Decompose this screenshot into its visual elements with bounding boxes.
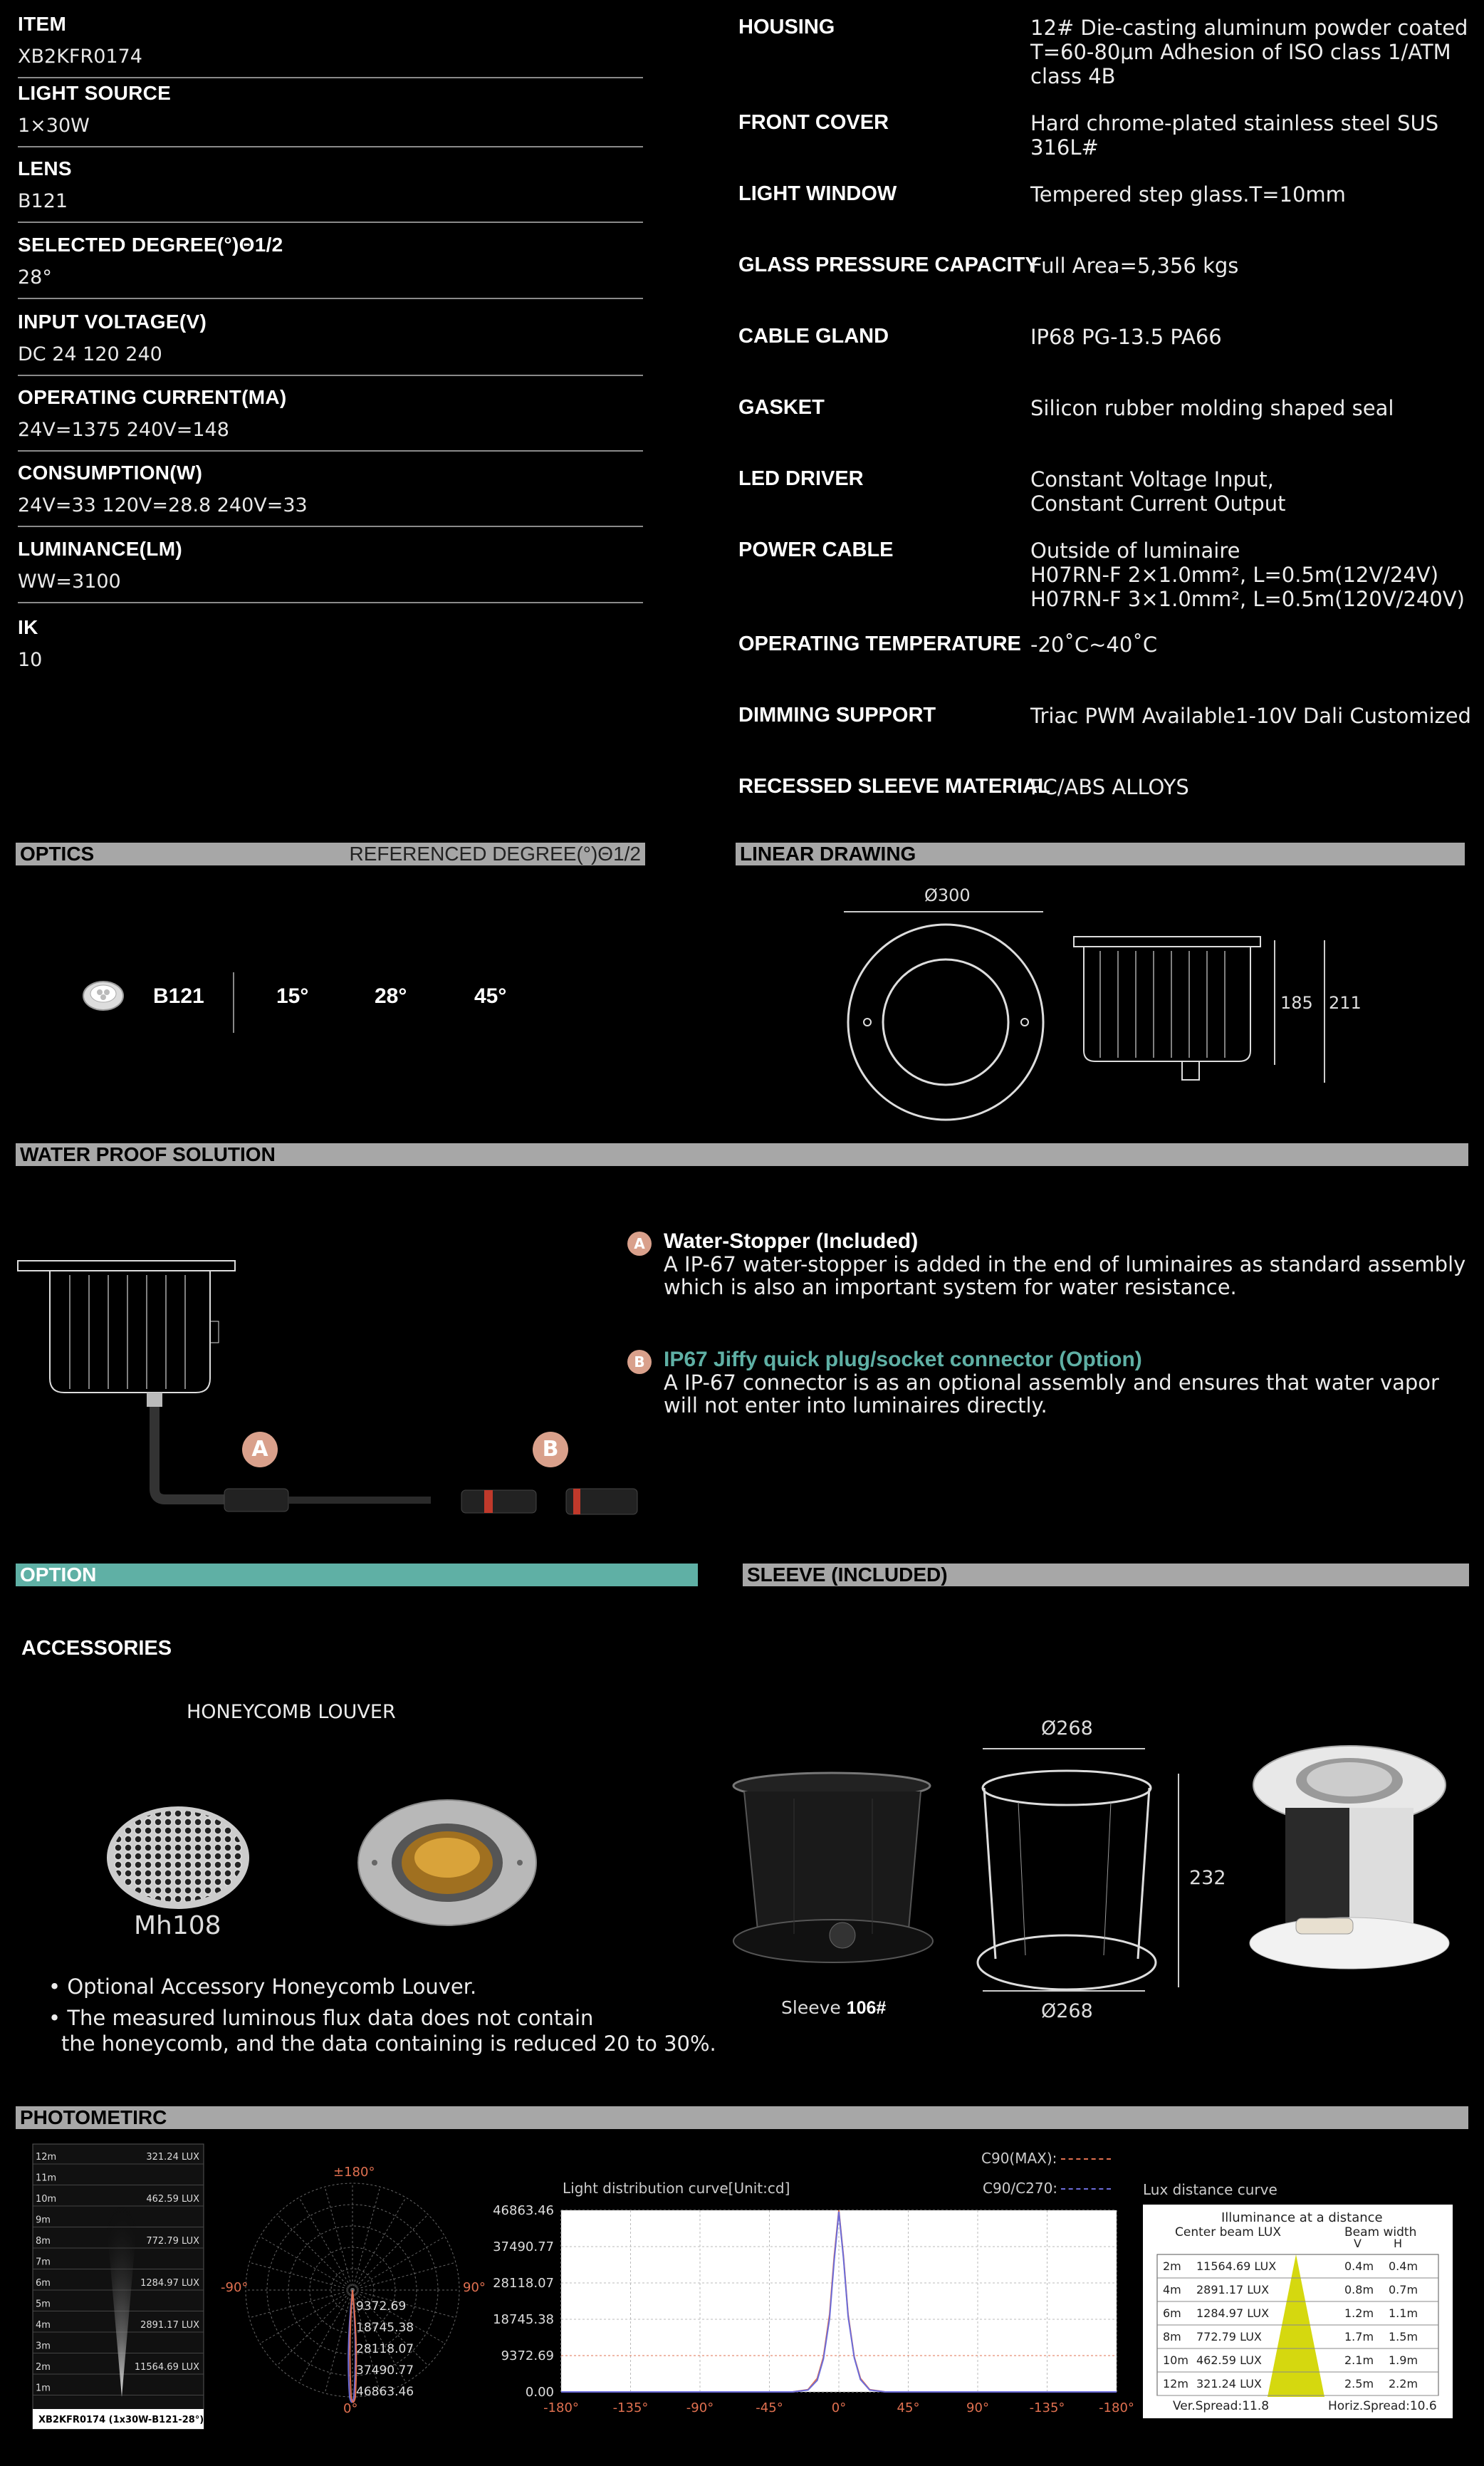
chart-x-tick-label: -135° [612,2400,649,2415]
spec-label: ITEM [18,13,67,35]
lux-table-cell: 1.5m [1389,2330,1418,2343]
spec-row-right [738,633,1484,704]
option-note-2b: the honeycomb, and the data containing is reduced 20 to 30%. [61,2031,716,2056]
lux-value-label: 772.79 LUX [146,2236,199,2247]
lux-v-header: V [1354,2237,1362,2250]
spec-label: SELECTED DEGREE(°)Θ1/2 [18,234,283,256]
option-note-1: • Optional Accessory Honeycomb Louver. [48,1975,477,1999]
spec-label: GASKET [738,396,825,419]
linear-dia-label: Ø300 [924,885,971,905]
lux-table-cell: 6m [1163,2306,1181,2320]
spec-value: DC 24 120 240 [18,343,162,365]
polar-spoke [352,2262,456,2290]
sleeve-title: SLEEVE (INCLUDED) [747,1564,948,1586]
lux-distance-table [1143,2205,1453,2418]
spec-value: IP68 PG-13.5 PA66 [1030,325,1222,349]
badge-b-diagram: B [533,1432,568,1467]
chart-x-tick-label: -180° [543,2400,579,2415]
lux-header: Illuminance at a distance [1221,2210,1383,2225]
chart-x-tick-label: -135° [1029,2400,1065,2415]
spec-label: POWER CABLE [738,539,894,561]
spec-row-left [18,157,643,223]
lux-meter-label: 10m [36,2194,57,2205]
polar-spoke [299,2290,352,2383]
honeycomb-louver-label: HONEYCOMB LOUVER [187,1701,396,1723]
spec-value: PC/ABS ALLOYS [1030,775,1189,799]
sleeve-label-text: Sleeve [781,1997,847,2018]
spec-row-right [738,182,1484,254]
spec-label: LIGHT SOURCE [18,82,172,104]
spec-row-right [738,16,1484,87]
chart-x-tick-label: 45° [897,2400,920,2415]
lux-table-cell: 772.79 LUX [1196,2330,1262,2343]
water-stopper-text-1: A IP-67 water-stopper is added in the end of luminaires as standard assembly [664,1252,1466,1276]
photometric-footer: XB2KFR0174 (1x30W-B121-28°) [38,2415,204,2425]
spec-value: Constant Voltage Input, Constant Current Output [1030,467,1286,516]
spec-row-left [18,311,643,376]
lux-table-cell: 8m [1163,2330,1181,2343]
polar-value-label: 9372.69 [356,2299,407,2314]
lux-center-header: Center beam LUX [1175,2225,1281,2239]
spec-row-left [18,538,643,603]
sleeve-bar [743,1564,1469,1586]
polar-spoke [260,2290,352,2343]
lux-meter-label: 7m [36,2257,51,2268]
lux-table-cell: 2.2m [1389,2377,1418,2390]
spec-label: CABLE GLAND [738,325,889,348]
lux-meter-label: 4m [36,2320,51,2331]
lux-table-cell: 0.7m [1389,2283,1418,2296]
chart-y-tick-label: 28118.07 [493,2276,554,2291]
louver-model: Mh108 [134,1911,221,1940]
spec-value: Outside of luminaire H07RN-F 2×1.0mm², L=0.5m(12V/24V) H07RN-F 3×1.0mm², L=0.5m(120V/240V) [1030,539,1465,611]
polar-spoke [352,2290,445,2343]
lux-table-cell: 1.1m [1389,2306,1418,2320]
sleeve-label [781,1997,886,2019]
optics-degree-2: 28° [375,984,407,1008]
spec-value: XB2KFR0174 [18,46,142,68]
spec-label: OPERATING CURRENT(MA) [18,386,287,408]
spec-label: RECESSED SLEEVE MATERIAL [738,775,1050,798]
spec-row-right [738,467,1484,539]
spec-label: OPERATING TEMPERATURE [738,633,1021,655]
legend-c90-max-line [1061,2158,1111,2160]
chart-x-tick-label: -180° [1099,2400,1134,2415]
spec-value: Full Area=5,356 kgs [1030,254,1239,278]
polar-spoke [249,2290,352,2318]
optics-bar [16,843,645,865]
spec-row-right [738,775,1484,846]
spec-value: B121 [18,190,68,212]
spec-label: DIMMING SUPPORT [738,704,936,727]
polar-spoke [249,2262,352,2290]
connector-text-2: will not enter into luminaires directly. [664,1393,1047,1417]
lux-table-cell: 0.8m [1344,2283,1374,2296]
connector-title: IP67 Jiffy quick plug/socket connector (Option) [664,1348,1142,1371]
polar-spoke [260,2237,352,2290]
lux-beam-header: Beam width [1344,2225,1417,2239]
lux-table-cell: 0.4m [1389,2259,1418,2273]
lux-table-cell: 12m [1163,2377,1188,2390]
lux-table-cell: 321.24 LUX [1196,2377,1262,2390]
lux-table-cell: 1.7m [1344,2330,1374,2343]
badge-a-diagram: A [242,1432,278,1467]
accessories-heading: ACCESSORIES [21,1637,172,1660]
polar-top-label: ±180° [333,2165,375,2180]
spec-value: 24V=33 120V=28.8 240V=33 [18,494,308,516]
lux-meter-label: 2m [36,2362,51,2373]
waterproof-title: WATER PROOF SOLUTION [20,1143,276,1165]
spec-value: 10 [18,649,43,671]
sleeve-height: 232 [1189,1867,1226,1889]
lux-table-cell: 11564.69 LUX [1196,2259,1277,2273]
spec-label: GLASS PRESSURE CAPACITY [738,254,1039,276]
polar-bottom-label: 0° [343,2401,358,2416]
legend-c90-max: C90(MAX): [981,2150,1057,2167]
optics-degree-1: 15° [276,984,309,1008]
polar-spoke [352,2215,428,2290]
chart-x-tick-label: 0° [831,2400,847,2415]
sleeve-dia-bottom: Ø268 [1041,2000,1093,2022]
lux-meter-label: 11m [36,2173,57,2184]
spec-label: FRONT COVER [738,111,889,134]
spec-row-left [18,386,643,452]
spec-label: IK [18,616,38,638]
lux-value-label: 321.24 LUX [146,2152,199,2163]
polar-left-label: -90° [221,2280,249,2295]
lux-meter-label: 5m [36,2299,51,2310]
lux-table-cell: 2m [1163,2259,1181,2273]
badge-b: B [627,1350,652,1374]
spec-value: 12# Die-casting aluminum powder coated T=60-80μm Adhesion of ISO class 1/ATM class 4B [1030,16,1468,88]
water-stopper-text-2: which is also an important system for water resistance. [664,1275,1237,1299]
optics-subtitle: REFERENCED DEGREE(°)Θ1/2 [349,843,641,865]
louver-fitted-image [355,1795,540,1930]
lux-footer-h: Horiz.Spread:10.6 [1328,2399,1437,2413]
optics-degree-3: 45° [474,984,507,1008]
sleeve-black-image [730,1770,936,1970]
spec-label: LENS [18,157,72,180]
option-bar [16,1564,698,1586]
water-stopper-title: Water-Stopper (Included) [664,1229,919,1253]
polar-value-label: 28118.07 [356,2342,414,2356]
lux-table-cell: 10m [1163,2353,1188,2367]
lux-h-header: H [1394,2237,1403,2250]
connector-text-1: A IP-67 connector is as an optional assembly and ensures that water vapor [664,1370,1439,1395]
badge-a: A [627,1232,652,1256]
spec-value: Silicon rubber molding shaped seal [1030,396,1394,420]
spec-value: WW=3100 [18,571,121,593]
polar-spoke [277,2215,352,2290]
lux-table-cell: 4m [1163,2283,1181,2296]
lux-table-cell: 1284.97 LUX [1196,2306,1270,2320]
linear-height-2: 211 [1329,993,1362,1013]
polar-spoke [352,2187,380,2290]
lux-table-cell: 2891.17 LUX [1196,2283,1270,2296]
lux-footer-v: Ver.Spread:11.8 [1173,2399,1270,2413]
spec-label: INPUT VOLTAGE(V) [18,311,207,333]
lux-table-cell: 0.4m [1344,2259,1374,2273]
lux-distance-title: Lux distance curve [1143,2181,1277,2198]
spec-value: Triac PWM Available1-10V Dali Customized [1030,704,1471,728]
lux-meter-label: 8m [36,2236,51,2247]
lux-meter-label: 6m [36,2278,51,2289]
optics-divider [233,972,234,1033]
waterproof-bar [16,1143,1468,1166]
lux-table-cell: 1.9m [1389,2353,1418,2367]
spec-label: HOUSING [738,16,835,38]
sleeve-label-number: 106# [846,1998,887,2018]
legend-c90-c270-line [1061,2188,1111,2190]
polar-spoke [277,2290,352,2366]
linear-drawing [819,876,1389,1133]
legend-c90-c270: C90/C270: [983,2180,1058,2197]
spec-label: LED DRIVER [738,467,864,490]
polar-chart [221,2162,491,2418]
option-note-2a: • The measured luminous flux data does not contain [48,2006,594,2030]
spec-label: LIGHT WINDOW [738,182,897,205]
lux-cone-chart [33,2144,204,2429]
lux-table-cell: 2.5m [1344,2377,1374,2390]
spec-row-right [738,325,1484,396]
photometric-title: PHOTOMETIRC [20,2106,167,2128]
spec-row-left [18,462,643,527]
polar-spoke [299,2197,352,2290]
chart-y-tick-label: 0.00 [525,2385,554,2400]
lux-value-label: 1284.97 LUX [140,2278,199,2289]
polar-value-label: 37490.77 [356,2363,414,2378]
linear-height-1: 185 [1280,993,1313,1013]
sleeve-assembled-image [1243,1737,1456,1979]
chart-x-tick-label: -90° [686,2400,714,2415]
photometric-bar [16,2106,1468,2129]
linear-drawing-bar [736,843,1465,865]
lux-value-label: 462.59 LUX [146,2194,199,2205]
spec-row-right [738,396,1484,467]
lux-value-label: 11564.69 LUX [134,2362,199,2373]
sleeve-dia-top: Ø268 [1041,1717,1093,1739]
lux-table-cell: 462.59 LUX [1196,2353,1262,2367]
spec-row-right [738,254,1484,325]
lux-meter-label: 1m [36,2383,51,2394]
polar-value-label: 46863.46 [356,2385,414,2399]
lux-meter-label: 9m [36,2215,51,2226]
lux-table-cell: 1.2m [1344,2306,1374,2320]
chart-y-tick-label: 9372.69 [501,2348,554,2363]
lux-value-label: 2891.17 LUX [140,2320,199,2331]
waterproof-diagram [14,1254,684,1517]
chart-x-tick-label: 90° [966,2400,989,2415]
lens-icon [80,978,127,1014]
light-distribution-chart [493,2197,1134,2429]
chart-y-tick-label: 46863.46 [493,2203,554,2218]
chart-y-tick-label: 37490.77 [493,2239,554,2254]
spec-row-left [18,234,643,299]
polar-spoke [325,2187,352,2290]
spec-row-right [738,111,1484,182]
spec-label: LUMINANCE(LM) [18,538,182,560]
spec-value: -20˚C~40˚C [1030,633,1158,657]
lux-table-cell: 2.1m [1344,2353,1374,2367]
spec-row-right [738,704,1484,775]
lux-meter-label: 3m [36,2341,51,2352]
optics-title: OPTICS [20,843,95,865]
spec-row-right [738,539,1484,610]
polar-right-label: 90° [463,2280,486,2295]
spec-value: 24V=1375 240V=148 [18,419,229,441]
spec-value: 28° [18,266,52,288]
option-title: OPTION [20,1564,97,1586]
spec-value: Hard chrome-plated stainless steel SUS 316L# [1030,111,1439,160]
spec-row-left [18,82,643,147]
honeycomb-louver-image [103,1801,253,1915]
polar-value-label: 18745.38 [356,2321,414,2335]
light-distribution-title: Light distribution curve[Unit:cd] [563,2180,790,2197]
chart-y-tick-label: 18745.38 [493,2312,554,2327]
polar-spoke [352,2237,445,2290]
optics-lens-name: B121 [153,984,204,1008]
spec-label: CONSUMPTION(W) [18,462,203,484]
chart-x-tick-label: -45° [756,2400,783,2415]
polar-spoke [352,2197,406,2290]
lux-meter-label: 12m [36,2152,57,2163]
linear-drawing-title: LINEAR DRAWING [740,843,916,865]
spec-value: Tempered step glass.T=10mm [1030,182,1346,207]
spec-row-left [18,13,643,78]
sleeve-linear-drawing [976,1717,1246,2023]
spec-value: 1×30W [18,115,90,137]
spec-row-left [18,616,643,673]
